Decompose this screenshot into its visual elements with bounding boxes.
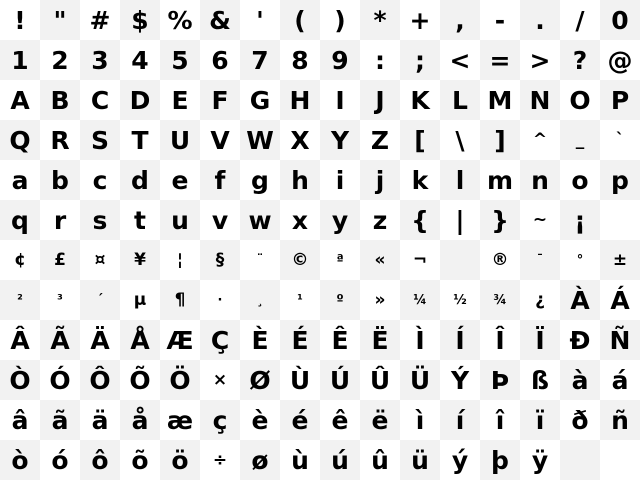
glyph-cell: ~	[520, 200, 560, 240]
glyph-cell: Ñ	[600, 320, 640, 360]
glyph-cell: ç	[200, 400, 240, 440]
glyph-cell: B	[40, 80, 80, 120]
glyph-cell: ø	[240, 440, 280, 480]
glyph-cell: !	[0, 0, 40, 40]
glyph-cell	[440, 240, 480, 280]
glyph-cell: l	[440, 160, 480, 200]
glyph-cell	[600, 200, 640, 240]
glyph-cell: $	[120, 0, 160, 40]
glyph-cell: @	[600, 40, 640, 80]
glyph-cell: J	[360, 80, 400, 120]
glyph-cell: T	[120, 120, 160, 160]
glyph-cell: ï	[520, 400, 560, 440]
glyph-cell: ©	[280, 240, 320, 280]
glyph-cell: W	[240, 120, 280, 160]
glyph-cell: ê	[320, 400, 360, 440]
glyph-cell: A	[0, 80, 40, 120]
glyph-cell: '	[240, 0, 280, 40]
glyph-cell: K	[400, 80, 440, 120]
glyph-cell: ¼	[400, 280, 440, 320]
glyph-cell: 6	[200, 40, 240, 80]
glyph-cell: <	[440, 40, 480, 80]
glyph-cell: Á	[600, 280, 640, 320]
glyph-cell: p	[600, 160, 640, 200]
glyph-cell: Æ	[160, 320, 200, 360]
glyph-cell: 5	[160, 40, 200, 80]
glyph-cell: Ù	[280, 360, 320, 400]
glyph-cell: |	[440, 200, 480, 240]
glyph-cell: ñ	[600, 400, 640, 440]
glyph-cell: ¶	[160, 280, 200, 320]
glyph-cell: ´	[80, 280, 120, 320]
glyph-cell: E	[160, 80, 200, 120]
glyph-cell: x	[280, 200, 320, 240]
glyph-cell: P	[600, 80, 640, 120]
glyph-cell: Q	[0, 120, 40, 160]
glyph-cell: 4	[120, 40, 160, 80]
glyph-cell: 1	[0, 40, 40, 80]
glyph-cell: ¥	[120, 240, 160, 280]
glyph-cell: ð	[560, 400, 600, 440]
glyph-cell: %	[160, 0, 200, 40]
glyph-cell: V	[200, 120, 240, 160]
glyph-cell: ¸	[240, 280, 280, 320]
glyph-cell: v	[200, 200, 240, 240]
glyph-cell	[600, 440, 640, 480]
glyph-cell: )	[320, 0, 360, 40]
glyph-cell: ß	[520, 360, 560, 400]
glyph-cell: ;	[400, 40, 440, 80]
glyph-cell: º	[320, 280, 360, 320]
glyph-cell: &	[200, 0, 240, 40]
glyph-cell: 3	[80, 40, 120, 80]
glyph-cell: o	[560, 160, 600, 200]
glyph-cell: ò	[0, 440, 40, 480]
glyph-cell: å	[120, 400, 160, 440]
glyph-cell: ÿ	[520, 440, 560, 480]
glyph-cell: Ã	[40, 320, 80, 360]
glyph-cell: Ï	[520, 320, 560, 360]
glyph-cell: ì	[400, 400, 440, 440]
glyph-cell: 0	[600, 0, 640, 40]
glyph-cell: (	[280, 0, 320, 40]
glyph-cell: ô	[80, 440, 120, 480]
glyph-cell: °	[560, 240, 600, 280]
glyph-cell: ¬	[400, 240, 440, 280]
glyph-cell: i	[320, 160, 360, 200]
glyph-cell: Ì	[400, 320, 440, 360]
glyph-cell: ã	[40, 400, 80, 440]
glyph-cell: Ê	[320, 320, 360, 360]
glyph-cell: Ô	[80, 360, 120, 400]
glyph-cell: ¡	[560, 200, 600, 240]
glyph-cell: Ú	[320, 360, 360, 400]
glyph-cell: S	[80, 120, 120, 160]
glyph-cell: R	[40, 120, 80, 160]
glyph-cell: À	[560, 280, 600, 320]
glyph-cell: w	[240, 200, 280, 240]
glyph-cell: L	[440, 80, 480, 120]
glyph-cell: â	[0, 400, 40, 440]
glyph-cell: È	[240, 320, 280, 360]
glyph-cell: u	[160, 200, 200, 240]
glyph-cell: m	[480, 160, 520, 200]
glyph-cell: ½	[440, 280, 480, 320]
glyph-cell: F	[200, 80, 240, 120]
glyph-cell: ±	[600, 240, 640, 280]
glyph-cell: ÷	[200, 440, 240, 480]
glyph-cell: Þ	[480, 360, 520, 400]
glyph-cell: z	[360, 200, 400, 240]
glyph-cell: ö	[160, 440, 200, 480]
glyph-cell: C	[80, 80, 120, 120]
glyph-cell: æ	[160, 400, 200, 440]
glyph-cell: «	[360, 240, 400, 280]
glyph-cell: ]	[480, 120, 520, 160]
glyph-cell: :	[360, 40, 400, 80]
glyph-cell: j	[360, 160, 400, 200]
glyph-cell	[560, 440, 600, 480]
glyph-cell: î	[480, 400, 520, 440]
glyph-cell: Ý	[440, 360, 480, 400]
glyph-cell: è	[240, 400, 280, 440]
glyph-cell: ó	[40, 440, 80, 480]
glyph-cell: Õ	[120, 360, 160, 400]
glyph-cell: h	[280, 160, 320, 200]
glyph-cell: à	[560, 360, 600, 400]
glyph-cell: 2	[40, 40, 80, 80]
glyph-cell: `	[600, 120, 640, 160]
glyph-cell: #	[80, 0, 120, 40]
glyph-cell: k	[400, 160, 440, 200]
glyph-cell: ¾	[480, 280, 520, 320]
glyph-cell: b	[40, 160, 80, 200]
glyph-cell: û	[360, 440, 400, 480]
glyph-cell: {	[400, 200, 440, 240]
glyph-cell: Û	[360, 360, 400, 400]
glyph-cell: Ð	[560, 320, 600, 360]
glyph-cell: 7	[240, 40, 280, 80]
glyph-cell: Å	[120, 320, 160, 360]
glyph-cell: ¨	[240, 240, 280, 280]
glyph-cell: Ü	[400, 360, 440, 400]
glyph-cell: .	[520, 0, 560, 40]
glyph-cell: r	[40, 200, 80, 240]
glyph-cell: X	[280, 120, 320, 160]
glyph-cell: O	[560, 80, 600, 120]
glyph-cell: +	[400, 0, 440, 40]
glyph-cell: f	[200, 160, 240, 200]
glyph-cell: ?	[560, 40, 600, 80]
glyph-cell: g	[240, 160, 280, 200]
glyph-cell: Í	[440, 320, 480, 360]
glyph-cell: Ø	[240, 360, 280, 400]
glyph-cell: Ö	[160, 360, 200, 400]
glyph-cell: ,	[440, 0, 480, 40]
glyph-cell: É	[280, 320, 320, 360]
glyph-cell: ë	[360, 400, 400, 440]
glyph-cell: -	[480, 0, 520, 40]
glyph-cell: d	[120, 160, 160, 200]
glyph-cell: t	[120, 200, 160, 240]
glyph-cell: Y	[320, 120, 360, 160]
glyph-cell: ü	[400, 440, 440, 480]
glyph-cell: c	[80, 160, 120, 200]
glyph-cell: þ	[480, 440, 520, 480]
glyph-cell: /	[560, 0, 600, 40]
glyph-cell: }	[480, 200, 520, 240]
glyph-cell: n	[520, 160, 560, 200]
glyph-cell: [	[400, 120, 440, 160]
glyph-cell: ®	[480, 240, 520, 280]
glyph-cell: s	[80, 200, 120, 240]
glyph-cell: Â	[0, 320, 40, 360]
glyph-cell: U	[160, 120, 200, 160]
glyph-cell: =	[480, 40, 520, 80]
glyph-cell: ·	[200, 280, 240, 320]
glyph-cell: ä	[80, 400, 120, 440]
glyph-cell: N	[520, 80, 560, 120]
glyph-cell: H	[280, 80, 320, 120]
glyph-cell: §	[200, 240, 240, 280]
glyph-cell: D	[120, 80, 160, 120]
glyph-cell: ú	[320, 440, 360, 480]
glyph-cell: í	[440, 400, 480, 440]
glyph-cell: µ	[120, 280, 160, 320]
glyph-cell: ª	[320, 240, 360, 280]
glyph-cell: >	[520, 40, 560, 80]
glyph-cell: £	[40, 240, 80, 280]
glyph-cell: Z	[360, 120, 400, 160]
glyph-cell: Î	[480, 320, 520, 360]
glyph-cell: 9	[320, 40, 360, 80]
glyph-cell: ù	[280, 440, 320, 480]
glyph-cell: M	[480, 80, 520, 120]
glyph-cell: \	[440, 120, 480, 160]
glyph-cell: a	[0, 160, 40, 200]
glyph-cell: »	[360, 280, 400, 320]
glyph-cell: Ó	[40, 360, 80, 400]
glyph-cell: Ë	[360, 320, 400, 360]
glyph-cell: I	[320, 80, 360, 120]
glyph-cell: á	[600, 360, 640, 400]
glyph-cell: ý	[440, 440, 480, 480]
glyph-cell: ¢	[0, 240, 40, 280]
glyph-cell: Ä	[80, 320, 120, 360]
glyph-cell: Ò	[0, 360, 40, 400]
glyph-cell: q	[0, 200, 40, 240]
glyph-cell: G	[240, 80, 280, 120]
glyph-cell: ¯	[520, 240, 560, 280]
glyph-cell: ²	[0, 280, 40, 320]
glyph-cell: ×	[200, 360, 240, 400]
glyph-cell: ¤	[80, 240, 120, 280]
glyph-cell: ³	[40, 280, 80, 320]
glyph-cell: é	[280, 400, 320, 440]
glyph-cell: 8	[280, 40, 320, 80]
glyph-cell: y	[320, 200, 360, 240]
glyph-cell: _	[560, 120, 600, 160]
glyph-cell: ^	[520, 120, 560, 160]
glyph-cell: ¦	[160, 240, 200, 280]
glyph-cell: Ç	[200, 320, 240, 360]
glyph-cell: õ	[120, 440, 160, 480]
glyph-cell: "	[40, 0, 80, 40]
glyph-cell: ¹	[280, 280, 320, 320]
glyph-cell: ¿	[520, 280, 560, 320]
glyph-cell: *	[360, 0, 400, 40]
glyph-cell: e	[160, 160, 200, 200]
